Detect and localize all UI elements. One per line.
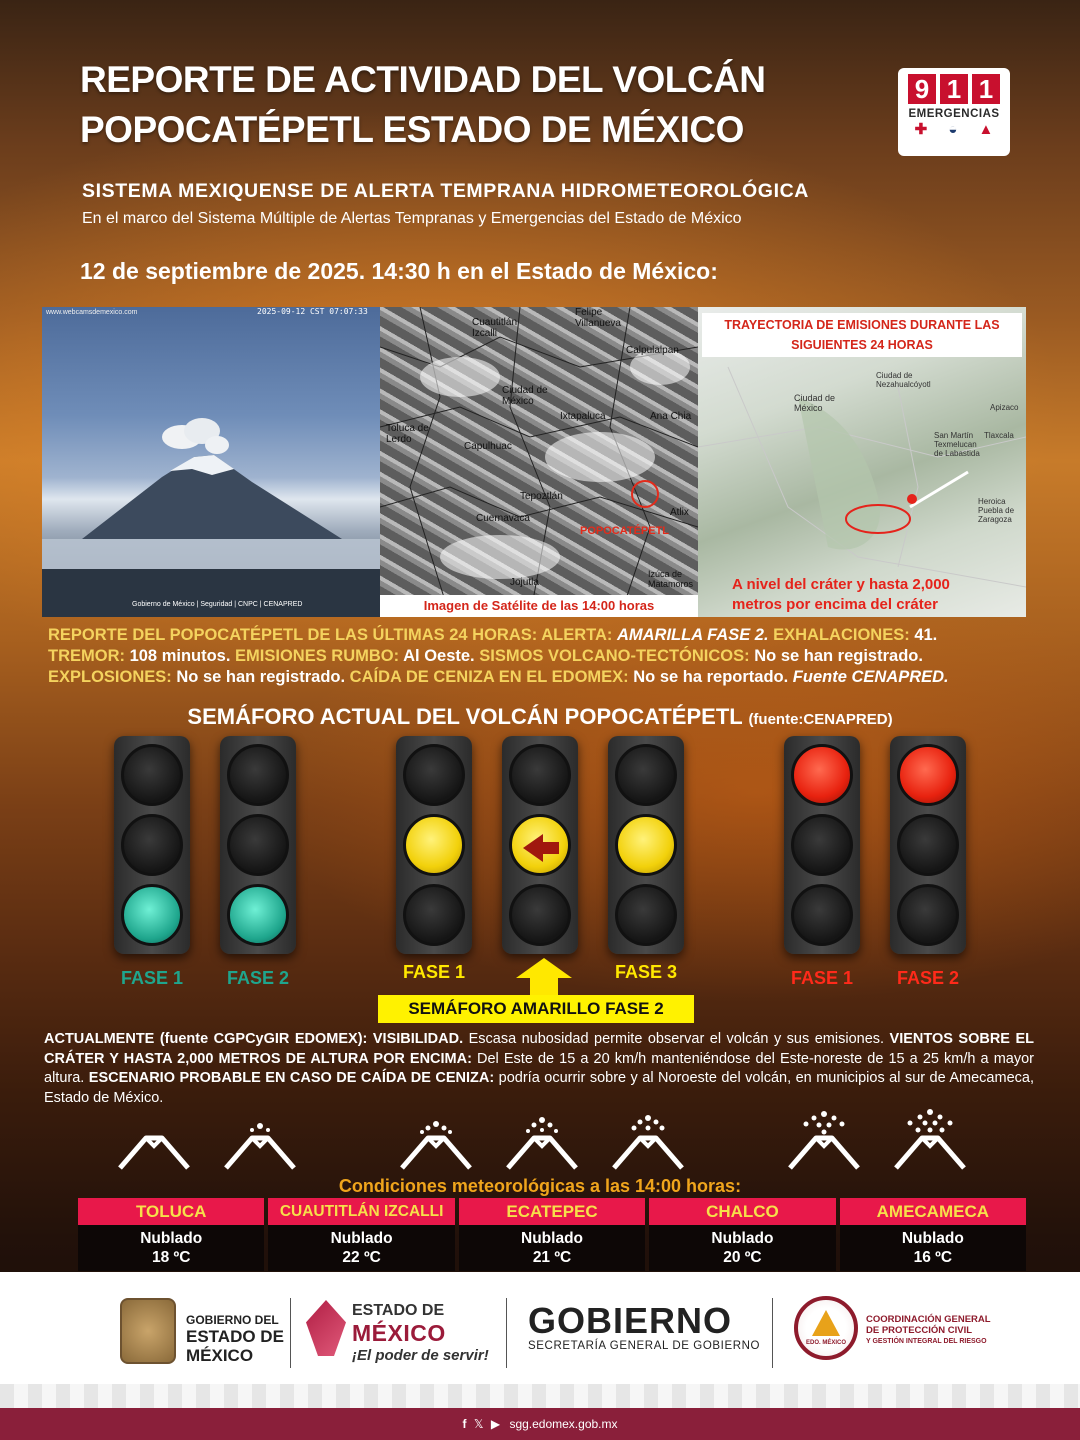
volcano-phase-icon-5 (610, 1108, 686, 1172)
red-cross-icon: ✚ (914, 121, 928, 138)
sat-place-2: Felipe Villanueva (575, 307, 621, 329)
winds-text: Del Este de 15 a 20 km/h manteniéndose del Este-noreste de 15 a 25 km/h a mayor altura. (44, 1050, 1034, 1086)
trajectory-map (698, 307, 1026, 617)
lamp-off (791, 884, 853, 946)
city-name: ECATEPEC (459, 1198, 645, 1225)
volcano-phase-icon-2 (222, 1108, 298, 1172)
trajectory-title-2: SIGUIENTES 24 HORAS (791, 338, 933, 352)
traffic-light-green-2 (220, 736, 296, 954)
lamp-off (403, 884, 465, 946)
report-sismos-value: No se han registrado. (754, 647, 923, 665)
lamp-green-on (227, 884, 289, 946)
weather-city-cuautitlan (268, 1198, 454, 1271)
x-icon[interactable]: 𝕏 (473, 1417, 484, 1431)
digit-1a: 1 (940, 74, 968, 104)
sat-place-3: Calpulalpan (626, 345, 679, 356)
sat-place-7: Toluca de Lerdo (386, 423, 429, 445)
ash-scenario-heading: ESCENARIO PROBABLE EN CASO DE CAÍDA DE CENIZA: (88, 1070, 495, 1086)
report-exhalaciones-value: 41. (914, 626, 938, 644)
sat-place-1: Cuautitlán Izcalli (472, 317, 518, 339)
phase-red-1: FASE 1 (790, 968, 854, 988)
visibility-heading: ACTUALMENTE (fuente CGPCyGIR EDOMEX): VISIBILIDAD. (44, 1031, 464, 1047)
sat-place-10: Cuernavaca (476, 513, 530, 524)
report-alert-value: AMARILLA FASE 2. (616, 626, 769, 644)
traffic-light-red-2 (890, 736, 966, 954)
social-bar (0, 1408, 1080, 1440)
report-rumbo-value: Al Oeste. (403, 647, 475, 665)
decorative-pattern (0, 1384, 1080, 1408)
lamp-yellow-on (615, 814, 677, 876)
report-alert-label: REPORTE DEL POPOCATÉPETL DE LAS ÚLTIMAS 24 HORAS: ALERTA: (48, 626, 617, 644)
semaforo-title (0, 704, 1080, 730)
sat-place-6: Ana Chia (650, 411, 692, 422)
report-date: 12 de septiembre de 2025. 14:30 h en el Estado de México: (80, 258, 718, 284)
report-source: Fuente CENAPRED. (788, 668, 949, 686)
report-tremor-label: TREMOR: (48, 647, 130, 665)
footer-separator (506, 1298, 507, 1368)
volcano-phase-icon-4 (504, 1108, 580, 1172)
phase-yellow-1: FASE 1 (402, 962, 466, 982)
satellite-volcano-label: POPOCATÉPETL (580, 525, 670, 537)
weather-table (78, 1198, 1026, 1271)
lamp-off (897, 814, 959, 876)
satellite-caption: Imagen de Satélite de las 14:00 horas (380, 595, 698, 617)
traffic-light-red-1 (784, 736, 860, 954)
ash-scenario-text: podría ocurrir sobre y al Noroeste del volcán, en municipios al sur de Amecameca, Estado de México. (44, 1070, 1034, 1106)
weather-city-toluca (78, 1198, 264, 1271)
volcano-phase-icon-7 (892, 1108, 968, 1172)
report-tremor-value: 108 minutos. (129, 647, 231, 665)
volcano-phase-icon-3 (398, 1108, 474, 1172)
police-cap-icon: ◒ (948, 121, 958, 138)
edomex-bird-icon (306, 1300, 346, 1356)
edo-slogan: ¡El poder de servir! (352, 1347, 489, 1364)
lamp-off (509, 744, 571, 806)
lamp-green-on (121, 884, 183, 946)
emergencias-label: EMERGENCIAS (908, 108, 1000, 120)
semaforo-source: (fuente:CENAPRED) (748, 711, 893, 728)
lamp-yellow-on (403, 814, 465, 876)
weather-title: Condiciones meteorológicas a las 14:00 horas: (338, 1176, 742, 1196)
phase-green-2: FASE 2 (226, 968, 290, 988)
lamp-off (615, 744, 677, 806)
city-name: AMECAMECA (840, 1198, 1026, 1225)
city-condition: Nublado (140, 1230, 203, 1247)
fire-icon: ▲ (978, 121, 994, 138)
report-24h (48, 625, 1038, 688)
report-sismos-label: SISMOS VOLCANO-TECTÓNICOS: (474, 647, 755, 665)
volcano-phase-icon-1 (116, 1108, 192, 1172)
subtitle-system: SISTEMA MEXIQUENSE DE ALERTA TEMPRANA HIDROMETEOROLÓGICA (82, 180, 809, 202)
current-conditions (44, 1030, 1034, 1108)
secretaria-general-logo (528, 1302, 760, 1352)
phase-yellow-3: FASE 3 (614, 962, 678, 982)
edo-line-1: ESTADO DE (352, 1302, 445, 1319)
gobierno-estado-logo (186, 1314, 284, 1365)
sat-place-4: Ciudad de México (502, 385, 548, 407)
digit-9: 9 (908, 74, 936, 104)
logo-911 (898, 68, 1010, 156)
trajectory-caption (732, 575, 950, 615)
facebook-icon[interactable]: f (462, 1417, 467, 1431)
secretaria-text: SECRETARÍA GENERAL DE GOBIERNO (528, 1340, 761, 1352)
city-condition: Nublado (330, 1230, 393, 1247)
sat-place-8: Capulhuac (464, 441, 512, 452)
seal-text: EDO. MÉXICO (805, 1340, 846, 1346)
current-semaforo-label: SEMÁFORO AMARILLO FASE 2 (378, 995, 694, 1023)
lamp-off (897, 884, 959, 946)
lamp-off (615, 884, 677, 946)
city-temp: 16 ºC (913, 1249, 953, 1266)
triangle-icon (812, 1310, 840, 1336)
arrow-left-icon (523, 834, 543, 862)
city-name: CUAUTITLÁN IZCALLI (268, 1198, 454, 1225)
digit-1b: 1 (972, 74, 1000, 104)
webcam-source: www.webcamsdemexico.com (46, 309, 138, 316)
sat-place-9: Tepoztlán (520, 491, 563, 502)
lamp-yellow-on (509, 814, 571, 876)
footer-separator (772, 1298, 773, 1368)
lamp-off (227, 744, 289, 806)
satellite-image (380, 307, 698, 617)
map-place-4: San Martín Texmelucan de Labastida (934, 431, 980, 458)
report-explosiones-value: No se han registrado. (176, 668, 346, 686)
footer (0, 1272, 1080, 1440)
lamp-off (509, 884, 571, 946)
traffic-light-yellow-3 (608, 736, 684, 954)
trajectory-title-1: TRAYECTORIA DE EMISIONES DURANTE LAS (724, 318, 1000, 332)
traffic-light-yellow-1 (396, 736, 472, 954)
city-name: CHALCO (649, 1198, 835, 1225)
current-indicator-arrow-icon (516, 958, 572, 978)
city-temp: 18 ºC (152, 1249, 191, 1266)
weather-city-ecatepec (459, 1198, 645, 1271)
trajectory-title (702, 313, 1022, 357)
city-condition: Nublado (521, 1230, 584, 1247)
weather-city-amecameca (840, 1198, 1026, 1271)
trajectory-caption-1: A nivel del cráter y hasta 2,000 (732, 576, 950, 593)
pc-line-3: Y GESTIÓN INTEGRAL DEL RIESGO (866, 1338, 987, 1345)
report-exhalaciones-label: EXHALACIONES: (768, 626, 915, 644)
lamp-red-on (791, 744, 853, 806)
footer-separator (290, 1298, 291, 1368)
youtube-icon[interactable]: ▶ (490, 1417, 501, 1431)
report-ceniza-value: No se ha reportado. (633, 668, 789, 686)
city-temp: 20 ºC (723, 1249, 762, 1266)
webcam-logos: Gobierno de México | Seguridad | CNPC | CENAPRED (132, 601, 303, 608)
subtitle-framework: En el marco del Sistema Múltiple de Alertas Tempranas y Emergencias del Estado de México (82, 210, 742, 227)
sat-place-12: Jojutla (510, 577, 539, 588)
page-title (80, 55, 800, 155)
pc-line-2: DE PROTECCIÓN CIVIL (866, 1325, 973, 1336)
sat-place-13: Izúca de Matamoros (648, 569, 694, 589)
lamp-off (121, 744, 183, 806)
webcam-timestamp: 2025-09-12 CST 07:07:33 (257, 307, 368, 316)
map-place-1: Ciudad de México (794, 393, 836, 413)
gobierno-word: GOBIERNO (528, 1300, 733, 1341)
edo-line-2: MÉXICO (352, 1320, 446, 1346)
city-temp: 21 ºC (532, 1249, 572, 1266)
proteccion-civil-logo (866, 1314, 991, 1347)
lamp-off (403, 744, 465, 806)
state-coat-of-arms-icon (120, 1298, 176, 1364)
pc-line-1: COORDINACIÓN GENERAL (866, 1314, 991, 1325)
report-ceniza-label: CAÍDA DE CENIZA EN EL EDOMEX: (345, 668, 634, 686)
trajectory-caption-2: metros por encima del cráter (732, 596, 938, 613)
traffic-light-green-1 (114, 736, 190, 954)
report-explosiones-label: EXPLOSIONES: (48, 668, 177, 686)
gob-line-1: GOBIERNO DEL (186, 1313, 279, 1327)
report-rumbo-label: EMISIONES RUMBO: (230, 647, 404, 665)
estado-de-mexico-logo (352, 1302, 489, 1364)
city-temp: 22 ºC (342, 1249, 381, 1266)
map-place-5: Heroica Puebla de Zaragoza (978, 497, 1015, 524)
gob-line-3: MÉXICO (186, 1346, 254, 1365)
phase-green-1: FASE 1 (120, 968, 184, 988)
city-name: TOLUCA (78, 1198, 264, 1225)
city-condition: Nublado (901, 1230, 964, 1247)
proteccion-civil-seal-icon (794, 1296, 858, 1360)
city-condition: Nublado (711, 1230, 774, 1247)
sat-place-5: Ixtapaluca (560, 411, 606, 422)
winds-heading: VIENTOS SOBRE EL CRÁTER Y HASTA 2,000 METROS DE ALTURA POR ENCIMA: (44, 1031, 1034, 1067)
gob-line-2: ESTADO DE (186, 1327, 284, 1346)
traffic-light-yellow-2 (502, 736, 578, 954)
lamp-red-on (897, 744, 959, 806)
map-place-2: Apizaco (990, 403, 1019, 412)
webcam-image (42, 307, 380, 617)
lamp-off (121, 814, 183, 876)
website-link[interactable]: sgg.edomex.gob.mx (509, 1417, 618, 1431)
title-line-2: POPOCATÉPETL ESTADO DE MÉXICO (80, 109, 744, 150)
current-indicator-arrow-stem (530, 976, 558, 996)
map-place-6: Ciudad de Nezahualcóyotl (876, 371, 931, 389)
semaforo-title-text: SEMÁFORO ACTUAL DEL VOLCÁN POPOCATÉPETL (187, 704, 749, 729)
visibility-text: Escasa nubosidad permite observar el volcán y sus emisiones. (463, 1031, 890, 1047)
weather-city-chalco (649, 1198, 835, 1271)
lamp-off (791, 814, 853, 876)
phase-red-2: FASE 2 (896, 968, 960, 988)
map-place-3: Tlaxcala (984, 431, 1014, 440)
title-line-1: REPORTE DE ACTIVIDAD DEL VOLCÁN (80, 59, 766, 100)
volcano-phase-icon-6 (786, 1108, 862, 1172)
lamp-off (227, 814, 289, 876)
sat-place-11: Atlix (670, 507, 689, 518)
